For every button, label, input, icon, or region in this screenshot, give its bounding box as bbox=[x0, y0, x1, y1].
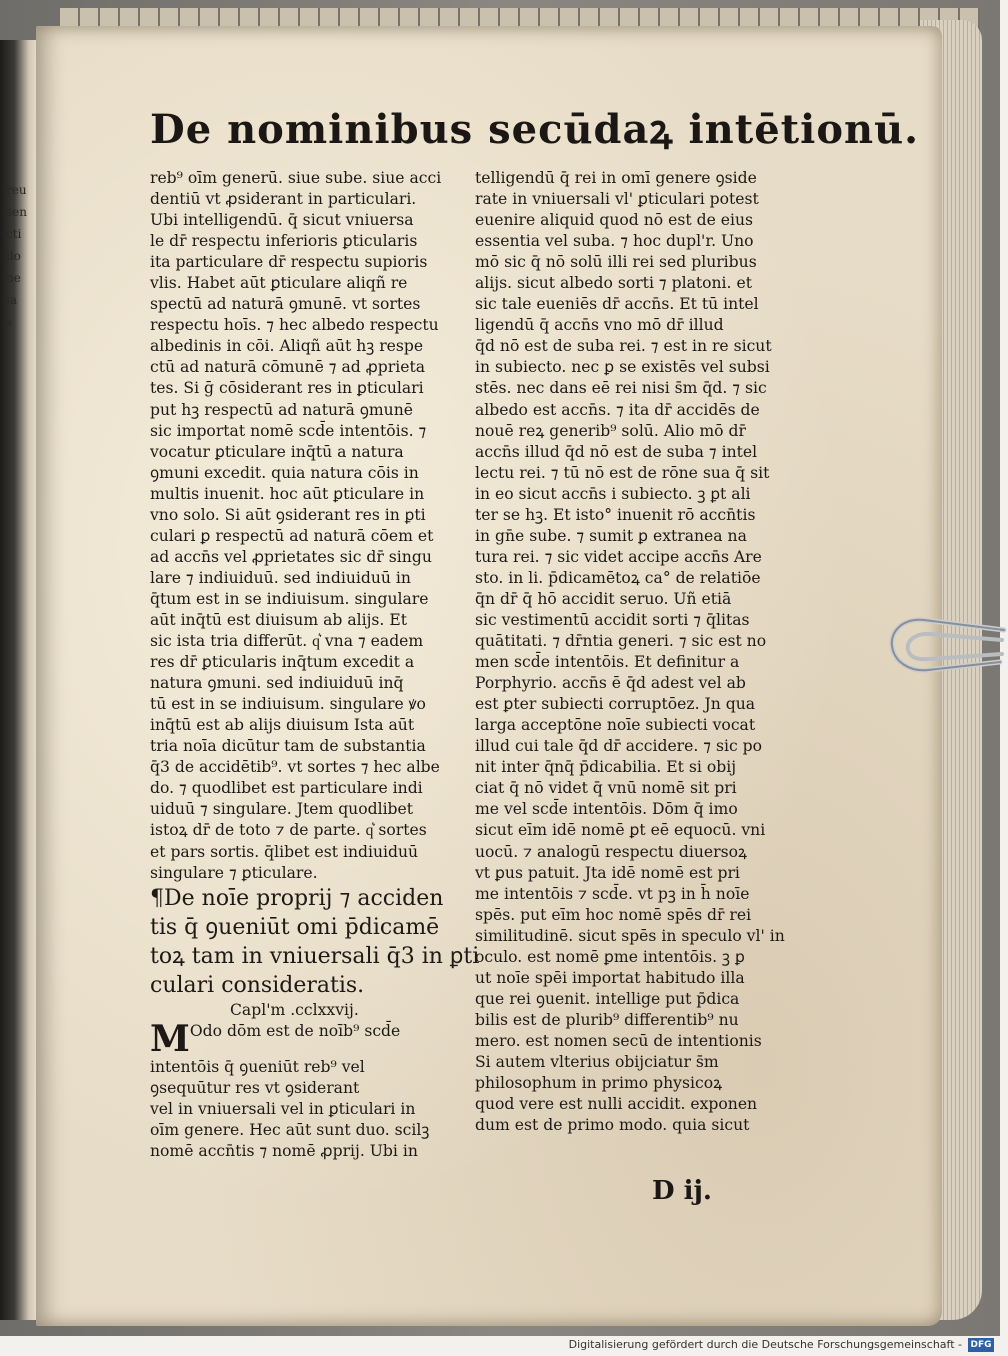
text-line: uiduū ⁊ singulare. Jtem quodlibet bbox=[150, 800, 414, 819]
text-line: albedo est accn̄s. ⁊ ita dr̄ accidēs de bbox=[475, 400, 760, 419]
facing-page-fragment: reu bbox=[6, 183, 27, 197]
text-line: illud cui tale q̄d dr̄ accidere. ⁊ sic po bbox=[475, 737, 763, 756]
text-line: men scd̄e intentōis. Et definitur a bbox=[475, 653, 740, 672]
text-line: que rei ꝯuenit. intellige put p̄dica bbox=[475, 989, 740, 1008]
text-line: inq̄tū est ab alijs diuisum Ista aūt bbox=[150, 716, 415, 735]
text-line: essentia vel suba. ⁊ hoc dupl'r. Uno bbox=[475, 232, 754, 251]
text-line: quod vere est nulli accidit. exponen bbox=[475, 1095, 758, 1114]
facing-page-fragment: ilo bbox=[6, 249, 21, 263]
text-line: istoꝝ dr̄ de toto ⁊ de parte. q͛ sortes bbox=[150, 821, 427, 840]
text-line: rate in vniuersali vl' ꝑticulari potest bbox=[475, 190, 759, 209]
text-line: do. ⁊ quodlibet est particulare indi bbox=[150, 779, 423, 798]
text-line: vocatur ꝑticulare inq̄tū a natura bbox=[150, 442, 404, 461]
text-line: ꝯmuni excedit. quia natura cōis in bbox=[150, 463, 419, 482]
subheading-line: culari consideratis. bbox=[150, 972, 365, 998]
paper-clip-icon bbox=[884, 600, 1008, 690]
text-line: vel in vniuersali vel in ꝑticulari in bbox=[150, 1099, 416, 1118]
text-line: est ꝑter subiecti corruptōez. Jn qua bbox=[475, 695, 756, 714]
text-line: Porphyrio. accn̄s ē q̄d adest vel ab bbox=[475, 674, 746, 693]
text-line: intentōis q̄ ꝯueniūt reb⁹ vel bbox=[150, 1057, 365, 1076]
right-text-column bbox=[475, 168, 785, 1136]
text-line: mero. est nomen secū de intentionis bbox=[475, 1031, 762, 1050]
text-line: Si autem vlterius obijciatur s̄m bbox=[475, 1052, 719, 1071]
text-line: ita particulare dr̄ respectu supioris bbox=[150, 253, 428, 272]
facing-page-fragment: sen bbox=[6, 205, 27, 219]
text-line: sic importat nomē scd̄e intentōis. ⁊ bbox=[150, 421, 427, 440]
text-line: vlis. Habet aūt ꝑticulare aliqñ re bbox=[150, 274, 408, 293]
text-run: Odo dōm est de noīb⁹ scd̄e bbox=[189, 1021, 401, 1040]
text-line: lare ⁊ indiuiduū. sed indiuiduū in bbox=[150, 568, 411, 587]
signature-mark: D ij. bbox=[652, 1176, 712, 1206]
facing-page-edge bbox=[0, 40, 36, 1320]
text-line: oīm genere. Hec aūt sunt duo. scilꝫ bbox=[150, 1120, 430, 1139]
text-line: natura ꝯmuni. sed indiuiduū inq̄ bbox=[150, 674, 404, 693]
text-line: euenire aliquid quod nō est de eius bbox=[475, 211, 754, 230]
text-line: nouē reꝝ generib⁹ solū. Alio mō dr̄ bbox=[475, 421, 746, 440]
text-line bbox=[150, 1017, 456, 1060]
text-line: aūt inq̄tū est diuisum ab alijs. Et bbox=[150, 610, 407, 629]
text-line: ad accn̄s vel ꝓprietates sic dr̄ singu bbox=[150, 547, 432, 566]
text-line: vno solo. Si aūt ꝯsiderant res in ꝑti bbox=[150, 505, 426, 524]
facing-page-fragment: cti bbox=[6, 227, 22, 241]
subheading-line: toꝝ tam in vniuersali q̄3 in ꝑti bbox=[150, 943, 480, 969]
initial-letter: M bbox=[150, 1017, 190, 1060]
text-line: in eo sicut accn̄s i subiecto. ꝫ ꝑt ali bbox=[475, 484, 751, 503]
text-line: ꝯsequūtur res vt ꝯsiderant bbox=[150, 1078, 360, 1097]
text-line: larga acceptōne noīe subiecti vocat bbox=[475, 716, 756, 735]
text-line: nomē accn̄tis ⁊ nomē ꝓprij. Ubi in bbox=[150, 1141, 418, 1160]
text-line: culari ꝑ respectū ad naturā cōem et bbox=[150, 526, 434, 545]
subheading-line: tis q̄ ꝯueniūt omi p̄dicamē bbox=[150, 914, 440, 940]
facing-page-fragment: s bbox=[6, 315, 13, 329]
text-line: in gn̄e sube. ⁊ sumit ꝑ extranea na bbox=[475, 526, 747, 545]
text-line: tes. Si ḡ cōsiderant res in ꝑticulari bbox=[150, 379, 424, 398]
text-line: albedinis in cōi. Aliqñ aūt hꝫ respe bbox=[150, 337, 424, 356]
text-line: sto. in li. p̄dicamētoꝝ ca° de relatiōe bbox=[475, 568, 761, 587]
left-text-column bbox=[150, 168, 480, 1162]
text-line: uocū. ⁊ analogū respectu diuersoꝝ bbox=[475, 842, 747, 861]
text-line: multis inuenit. hoc aūt ꝑticulare in bbox=[150, 484, 425, 503]
text-line: le dr̄ respectu inferioris ꝑticularis bbox=[150, 232, 418, 251]
text-line: telligendū q̄ rei in omī genere ꝯside bbox=[475, 169, 757, 187]
text-line: vt ꝑus patuit. Jta idē nomē est pri bbox=[475, 863, 740, 882]
text-line: ter se hꝫ. Et isto° inuenit rō accn̄tis bbox=[475, 505, 756, 524]
text-line: in subiecto. nec ꝑ se existēs vel subsi bbox=[475, 358, 770, 377]
text-line: q̄tum est in se indiuisum. singulare bbox=[150, 589, 429, 608]
subheading-line: ¶De noīe proprij ⁊ acciden bbox=[150, 885, 444, 911]
text-line: alijs. sicut albedo sorti ⁊ platoni. et bbox=[475, 274, 752, 293]
text-line: respectu hoīs. ⁊ hec albedo respectu bbox=[150, 316, 439, 335]
chapter-label: Capl'm .cclxxvij. bbox=[230, 1000, 359, 1019]
text-line: dum est de primo modo. quia sicut bbox=[475, 1116, 750, 1135]
text-line: tura rei. ⁊ sic videt accipe accn̄s Are bbox=[475, 547, 762, 566]
text-line: sic ista tria differūt. q͛ vna ⁊ eadem bbox=[150, 632, 424, 651]
text-line: spēs. put eīm hoc nomē spēs dr̄ rei bbox=[475, 905, 752, 924]
text-line: bilis est de plurib⁹ differentib⁹ nu bbox=[475, 1010, 739, 1029]
text-line: put hꝫ respectū ad naturā ꝯmunē bbox=[150, 400, 413, 419]
text-line: tū est in se indiuisum. singulare ꝟo bbox=[150, 695, 426, 714]
text-line: sic vestimentū accidit sorti ⁊ q̄litas bbox=[475, 610, 750, 629]
text-line: ligendū q̄ accn̄s vno mō dr̄ illud bbox=[475, 316, 724, 335]
text-line: sic tale eueniēs dr̄ accn̄s. Et tū intel bbox=[475, 295, 759, 314]
text-line: singulare ⁊ ꝑticulare. bbox=[150, 863, 318, 882]
text-line: quātitati. ⁊ dr̄ntia generi. ⁊ sic est no bbox=[475, 632, 767, 651]
text-line: Ubi intelligendū. q̄ sicut vniuersa bbox=[150, 211, 414, 230]
facing-page-fragment: ne bbox=[6, 271, 21, 285]
dfg-logo-icon: DFG bbox=[968, 1338, 994, 1352]
funding-credit: Digitalisierung gefördert durch die Deutsche Forschungsgemeinschaft - bbox=[568, 1338, 962, 1351]
text-line: me intentōis ⁊ scd̄e. vt pꝫ in h̄ noīe bbox=[475, 884, 750, 903]
text-line: tria noīa dicūtur tam de substantia bbox=[150, 737, 426, 756]
text-line: q̄3 de accidētib⁹. vt sortes ⁊ hec albe bbox=[150, 758, 440, 777]
text-line: ctū ad naturā cōmunē ⁊ ad ꝓprieta bbox=[150, 358, 426, 377]
text-line: et pars sortis. q̄libet est indiuiduū bbox=[150, 842, 419, 861]
text-line: me vel scd̄e intentōis. Dōm q̄ imo bbox=[475, 800, 738, 819]
text-line: lectu rei. ⁊ tū nō est de rōne sua q̄ sit bbox=[475, 463, 770, 482]
text-line: res dr̄ ꝑticularis inq̄tum excedit a bbox=[150, 653, 415, 672]
text-line: philosophum in primo physicoꝝ bbox=[475, 1074, 723, 1093]
text-line: spectū ad naturā ꝯmunē. vt sortes bbox=[150, 295, 421, 314]
text-line: similitudinē. sicut spēs in speculo vl' in bbox=[475, 926, 785, 945]
text-line: ut noīe spēi importat habitudo illa bbox=[475, 968, 745, 987]
text-line: mō sic q̄ nō solū illi rei sed pluribus bbox=[475, 253, 757, 272]
text-line: oculo. est nomē ꝑme intentōis. ꝫ ꝑ bbox=[475, 947, 745, 966]
text-line: q̄d nō est de suba rei. ⁊ est in re sicut bbox=[475, 337, 772, 356]
text-line: sicut eīm idē nomē ꝑt eē equocū. vni bbox=[475, 821, 766, 840]
text-line: nit inter q̄nq̄ p̄dicabilia. Et si obij bbox=[475, 758, 737, 777]
text-line: dentiū vt ꝓsiderant in particulari. bbox=[150, 190, 417, 209]
text-line: stēs. nec dans eē rei nisi s̄m q̄d. ⁊ sic bbox=[475, 379, 767, 398]
text-line: accn̄s illud q̄d nō est de suba ⁊ intel bbox=[475, 442, 758, 461]
facing-page-fragment: ia bbox=[6, 293, 17, 307]
text-line: q̄n dr̄ q̄ hō accidit seruo. Uñ etiā bbox=[475, 589, 732, 608]
footer-bar bbox=[0, 1336, 1000, 1356]
page-heading: De nominibus secūdaꝝ intētionū. bbox=[150, 106, 920, 153]
text-line: reb⁹ oīm generū. siue sube. siue acci bbox=[150, 169, 442, 187]
text-line: ciat q̄ nō videt q̄ vnū nomē sit pri bbox=[475, 779, 737, 798]
